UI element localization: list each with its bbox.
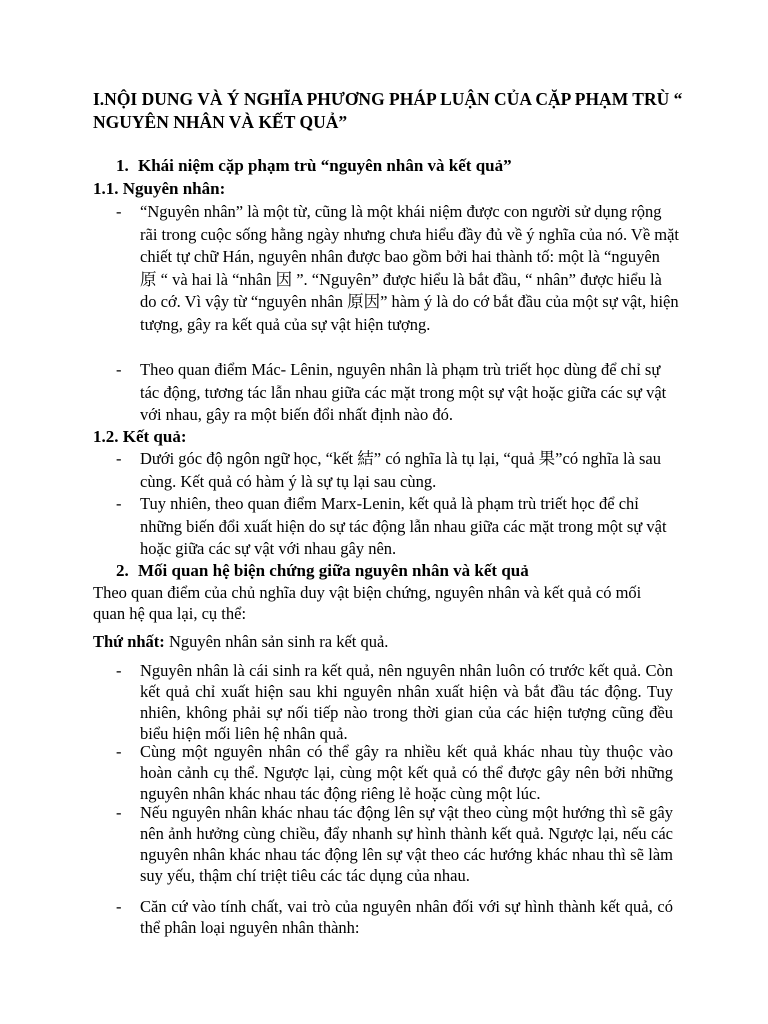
section-1-number: 1. (116, 156, 129, 175)
list-item-text: Tuy nhiên, theo quan điểm Marx-Lenin, kết quả là phạm trù triết học để chỉ những biến đổi xuất hiện do sự tác động lẫn nhau giữa các mặt trong một sự vật hoặc giữa các sự vật với nhau gây nên. (140, 494, 667, 559)
section-1-heading (116, 155, 512, 177)
document-title: I.NỘI DUNG VÀ Ý NGHĨA PHƯƠNG PHÁP LUẬN CỦA CẶP PHẠM TRÙ “ NGUYÊN NHÂN VÀ KẾT QUẢ” (93, 89, 683, 132)
subsection-1-1-heading: 1.1. Nguyên nhân: (93, 179, 226, 198)
bullet-dash: - (116, 803, 122, 822)
section-2-heading-text: Mối quan hệ biện chứng giữa nguyên nhân và kết quả (138, 561, 529, 580)
bullet-dash: - (116, 897, 122, 916)
bullet-dash: - (116, 449, 122, 468)
list-item-text: “Nguyên nhân” là một từ, cũng là một khái niệm được con người sử dụng rộng rãi trong cuộc sống hằng ngày nhưng chưa hiểu đầy đủ về ý nghĩa của nó. Về mặt chiết tự chữ Hán, nguyên nhân được bao gồm bởi hai thành tố: một là “nguyên 原 “ và hai là “nhân 因 ”. “Nguyên” được hiểu là bắt đầu, “ nhân” được hiểu là do cớ. Vì vậy từ “nguyên nhân 原因” hàm ý là do cớ bắt đầu của một sự vật, hiện tượng, gây ra kết quả của sự vật hiện tượng. (140, 202, 680, 334)
list-item-text: Nếu nguyên nhân khác nhau tác động lên sự vật theo cùng một hướng thì sẽ gây nên ảnh hưởng cùng chiều, đẩy nhanh sự hình thành kết quả. Ngược lại, nếu các nguyên nhân khác nhau tác động lên sự vật theo các hướng khác nhau thì sẽ làm suy yếu, thậm chí triệt tiêu các tác dụng của nhau. (140, 803, 673, 885)
list-item-text: Dưới góc độ ngôn ngữ học, “kết 結” có nghĩa là tụ lại, “quả 果”có nghĩa là sau cùng. Kết quả có hàm ý là sự tụ lại sau cùng. (140, 449, 662, 491)
section-2-number: 2. (116, 561, 129, 580)
list-item-text: Nguyên nhân là cái sinh ra kết quả, nên nguyên nhân luôn có trước kết quả. Còn kết quả chỉ xuất hiện sau khi nguyên nhân xuất hiện và bắt đầu tác động. Tuy nhiên, không phải sự nối tiếp nào trong thời gian của các hiện tượng cũng đều biểu hiện mối liên hệ nhân quả. (140, 661, 673, 743)
list-item-text: Căn cứ vào tính chất, vai trò của nguyên nhân đối với sự hình thành kết quả, có thể phân loại nguyên nhân thành: (140, 897, 673, 937)
first-point-text: Nguyên nhân sản sinh ra kết quả. (164, 632, 389, 651)
bullet-dash: - (116, 742, 122, 761)
subsection-1-2-heading: 1.2. Kết quả: (93, 427, 187, 446)
first-point (93, 631, 677, 652)
section-2-intro: Theo quan điểm của chủ nghĩa duy vật biện chứng, nguyên nhân và kết quả có mối quan hệ qua lại, cụ thể: (93, 583, 642, 623)
section-1-heading-text: Khái niệm cặp phạm trù “nguyên nhân và kết quả” (138, 156, 512, 175)
first-point-label: Thứ nhất: (93, 632, 165, 651)
bullet-dash: - (116, 494, 122, 513)
bullet-dash: - (116, 202, 122, 221)
list-item-text: Cùng một nguyên nhân có thể gây ra nhiều kết quả khác nhau tùy thuộc vào hoàn cảnh cụ thể. Ngược lại, cùng một kết quả có thể được gây nên bởi những nguyên nhân khác nhau tác động riêng lẻ hoặc cùng một lúc. (140, 742, 673, 803)
bullet-dash: - (116, 360, 122, 379)
list-item-text: Theo quan điểm Mác- Lênin, nguyên nhân là phạm trù triết học dùng để chỉ sự tác động, tương tác lẫn nhau giữa các mặt trong một sự vật hoặc giữa các sự vật với nhau, gây ra một biến đổi nhất định nào đó. (140, 360, 667, 425)
bullet-dash: - (116, 661, 122, 680)
section-2-heading (116, 560, 529, 582)
